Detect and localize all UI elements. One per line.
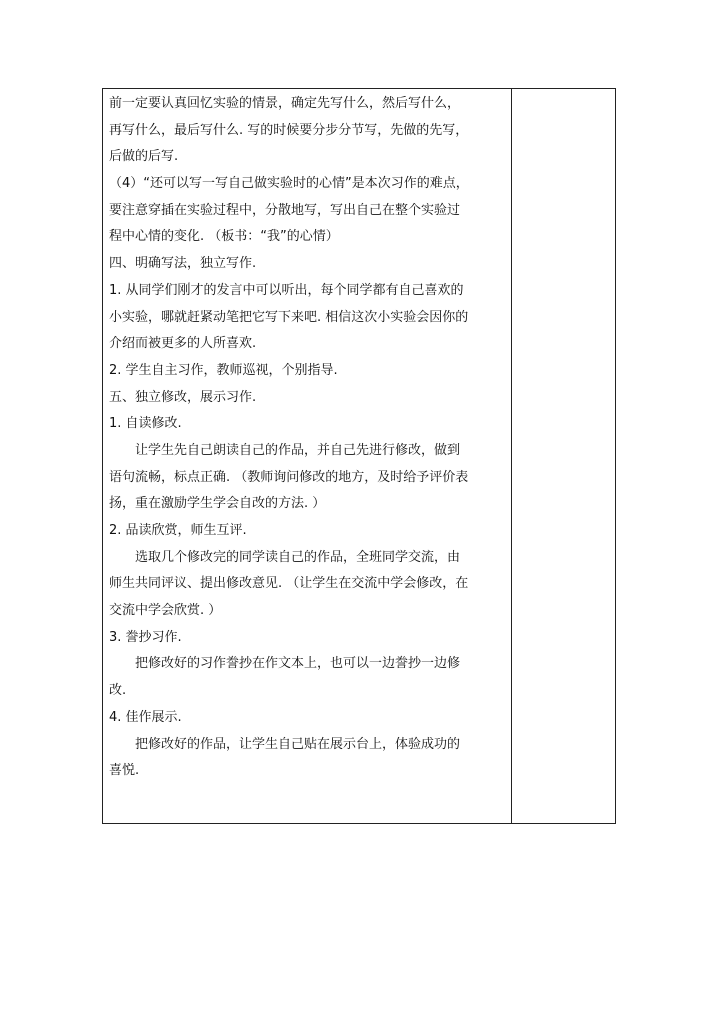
text-line: 扬，重在激励学生学会自改的方法. ） [109, 496, 326, 512]
text-line: 改. [109, 683, 127, 699]
lesson-table [102, 88, 616, 824]
text-line: 五、独立修改，展示习作. [109, 389, 257, 405]
text-line: 4. 佳作展示. [109, 709, 182, 725]
text-line: 师生共同评议、提出修改意见. （让学生在交流中学会修改，在 [109, 576, 469, 592]
text-line: 3. 誊抄习作. [109, 629, 182, 645]
text-line: 小实验，哪就赶紧动笔把它写下来吧. 相信这次小实验会因你的 [109, 309, 469, 325]
text-line: 把修改好的作品，让学生自己贴在展示台上，体验成功的 [135, 736, 461, 752]
text-line: 交流中学会欣赏. ） [109, 603, 222, 619]
text-line: 1. 从同学们刚才的发言中可以听出，每个同学都有自己喜欢的 [109, 282, 464, 298]
text-line: （4）“还可以写一写自己做实验时的心情”是本次习作的难点， [109, 176, 469, 192]
text-line: 选取几个修改完的同学读自己的作品，全班同学交流，由 [135, 549, 461, 565]
text-line: 2. 学生自主习作，教师巡视，个别指导. [109, 362, 338, 378]
text-line: 把修改好的习作誊抄在作文本上，也可以一边誊抄一边修 [135, 656, 461, 672]
text-line: 再写什么，最后写什么. 写的时候要分步分节写，先做的先写， [109, 122, 469, 138]
notes-cell [512, 89, 615, 823]
text-line: 四、明确写法，独立写作. [109, 256, 257, 272]
text-line: 2. 品读欣赏，师生互评. [109, 523, 247, 538]
text-line: 语句流畅，标点正确. （教师询问修改的地方，及时给予评价表 [109, 469, 469, 485]
text-line: 1. 自读修改. [109, 416, 182, 432]
text-line: 喜悦. [109, 763, 140, 779]
text-line: 程中心情的变化. （板书：“我”的心情） [109, 229, 339, 245]
text-line: 前一定要认真回忆实验的情景，确定先写什么，然后写什么， [109, 96, 461, 111]
text-line: 让学生先自己朗读自己的作品，并自己先进行修改，做到 [135, 442, 461, 458]
text-line: 要注意穿插在实验过程中，分散地写，写出自己在整个实验过 [109, 202, 461, 218]
text-line: 后做的后写. [109, 149, 179, 165]
content-cell [103, 89, 512, 823]
text-line: 介绍而被更多的人所喜欢. [109, 336, 257, 352]
